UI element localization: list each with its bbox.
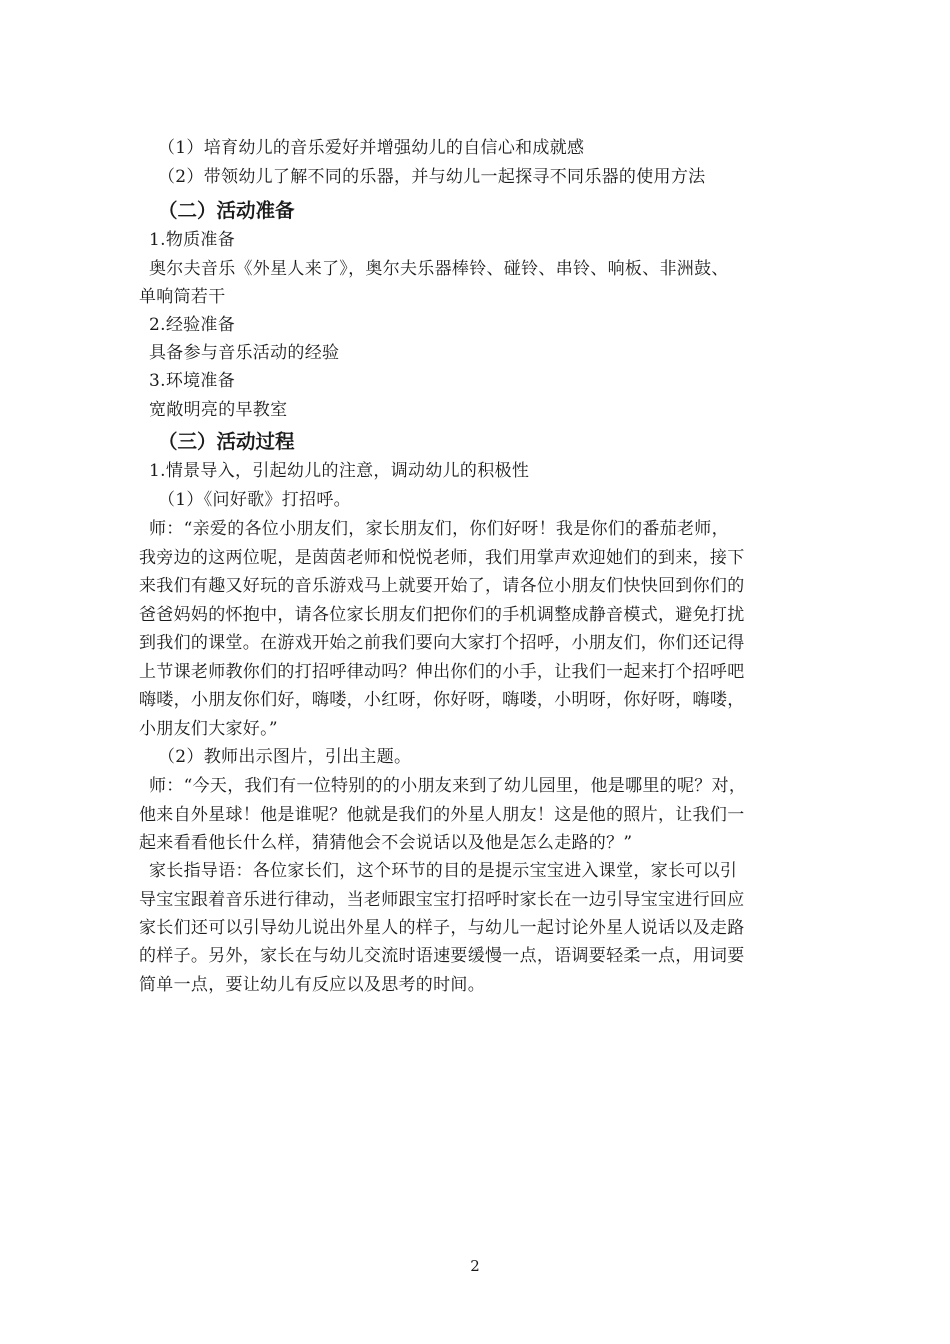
prep-material-text-1: 奥尔夫音乐《外星人来了》，奥尔夫乐器棒铃、碰铃、串铃、响板、非洲鼓、 <box>149 259 729 279</box>
goal-2: （2）带领幼儿了解不同的乐器，并与幼儿一起探寻不同乐器的使用方法 <box>158 167 706 187</box>
sub-2-paragraph-line: 起来看看他长什么样，猜猜他会不会说话以及他是怎么走路的？” <box>139 833 633 853</box>
sub-1-paragraph-line: 嗨喽，小朋友你们好，嗨喽，小红呀，你好呀，嗨喽，小明呀，你好呀，嗨喽， <box>139 690 745 710</box>
parent-guide-line: 家长们还可以引导幼儿说出外星人的样子，与幼儿一起讨论外星人说话以及走路 <box>139 918 745 938</box>
section-heading-preparation: （二）活动准备 <box>158 199 295 222</box>
parent-guide-line: 简单一点，要让幼儿有反应以及思考的时间。 <box>139 975 485 995</box>
parent-guide-line: 的样子。另外，家长在与幼儿交流时语速要缓慢一点，语调要轻柔一点，用词要 <box>139 946 745 966</box>
sub-1-paragraph-line: 上节课老师教你们的打招呼律动吗？伸出你们的小手，让我们一起来打个招呼吧 <box>139 662 745 682</box>
prep-environment-title: 3.环境准备 <box>149 371 236 391</box>
parent-guide-line: 导宝宝跟着音乐进行律动，当老师跟宝宝打招呼时家长在一边引导宝宝进行回应 <box>139 890 745 910</box>
sub-1-paragraph-line: 爸爸妈妈的怀抱中，请各位家长朋友们把你们的手机调整成静音模式，避免打扰 <box>139 605 745 625</box>
sub-1-paragraph-line: 小朋友们大家好。” <box>139 719 278 739</box>
parent-guide-line: 家长指导语：各位家长们，这个环节的目的是提示宝宝进入课堂，家长可以引 <box>149 861 738 881</box>
prep-material-title: 1.物质准备 <box>149 230 236 250</box>
goal-1: （1）培育幼儿的音乐爱好并增强幼儿的自信心和成就感 <box>158 138 585 158</box>
prep-experience-text: 具备参与音乐活动的经验 <box>149 343 340 363</box>
prep-environment-text: 宽敞明亮的早教室 <box>149 400 288 420</box>
page-number: 2 <box>470 1257 480 1275</box>
section-heading-process: （三）活动过程 <box>158 430 295 453</box>
sub-1-paragraph-line: 到我们的课堂。在游戏开始之前我们要向大家打个招呼，小朋友们，你们还记得 <box>139 633 745 653</box>
sub-2-paragraph-line: 师：“今天，我们有一位特别的的小朋友来到了幼儿园里，他是哪里的呢？对， <box>149 776 747 796</box>
prep-material-text-2: 单响筒若干 <box>139 287 226 307</box>
sub-1-paragraph-line: 我旁边的这两位呢，是茵茵老师和悦悦老师，我们用掌声欢迎她们的到来，接下 <box>139 548 745 568</box>
prep-experience-title: 2.经验准备 <box>149 315 236 335</box>
sub-1-title: （1）《问好歌》打招呼。 <box>158 490 351 510</box>
sub-2-paragraph-line: 他来自外星球！他是谁呢？他就是我们的外星人朋友！这是他的照片，让我们一 <box>139 805 745 825</box>
sub-1-paragraph-line: 师：“亲爱的各位小朋友们，家长朋友们，你们好呀！我是你们的番茄老师， <box>149 519 729 539</box>
sub-1-paragraph-line: 来我们有趣又好玩的音乐游戏马上就要开始了，请各位小朋友们快快回到你们的 <box>139 576 745 596</box>
sub-2-title: （2）教师出示图片，引出主题。 <box>158 747 412 767</box>
step-1-title: 1.情景导入，引起幼儿的注意，调动幼儿的积极性 <box>149 461 530 481</box>
